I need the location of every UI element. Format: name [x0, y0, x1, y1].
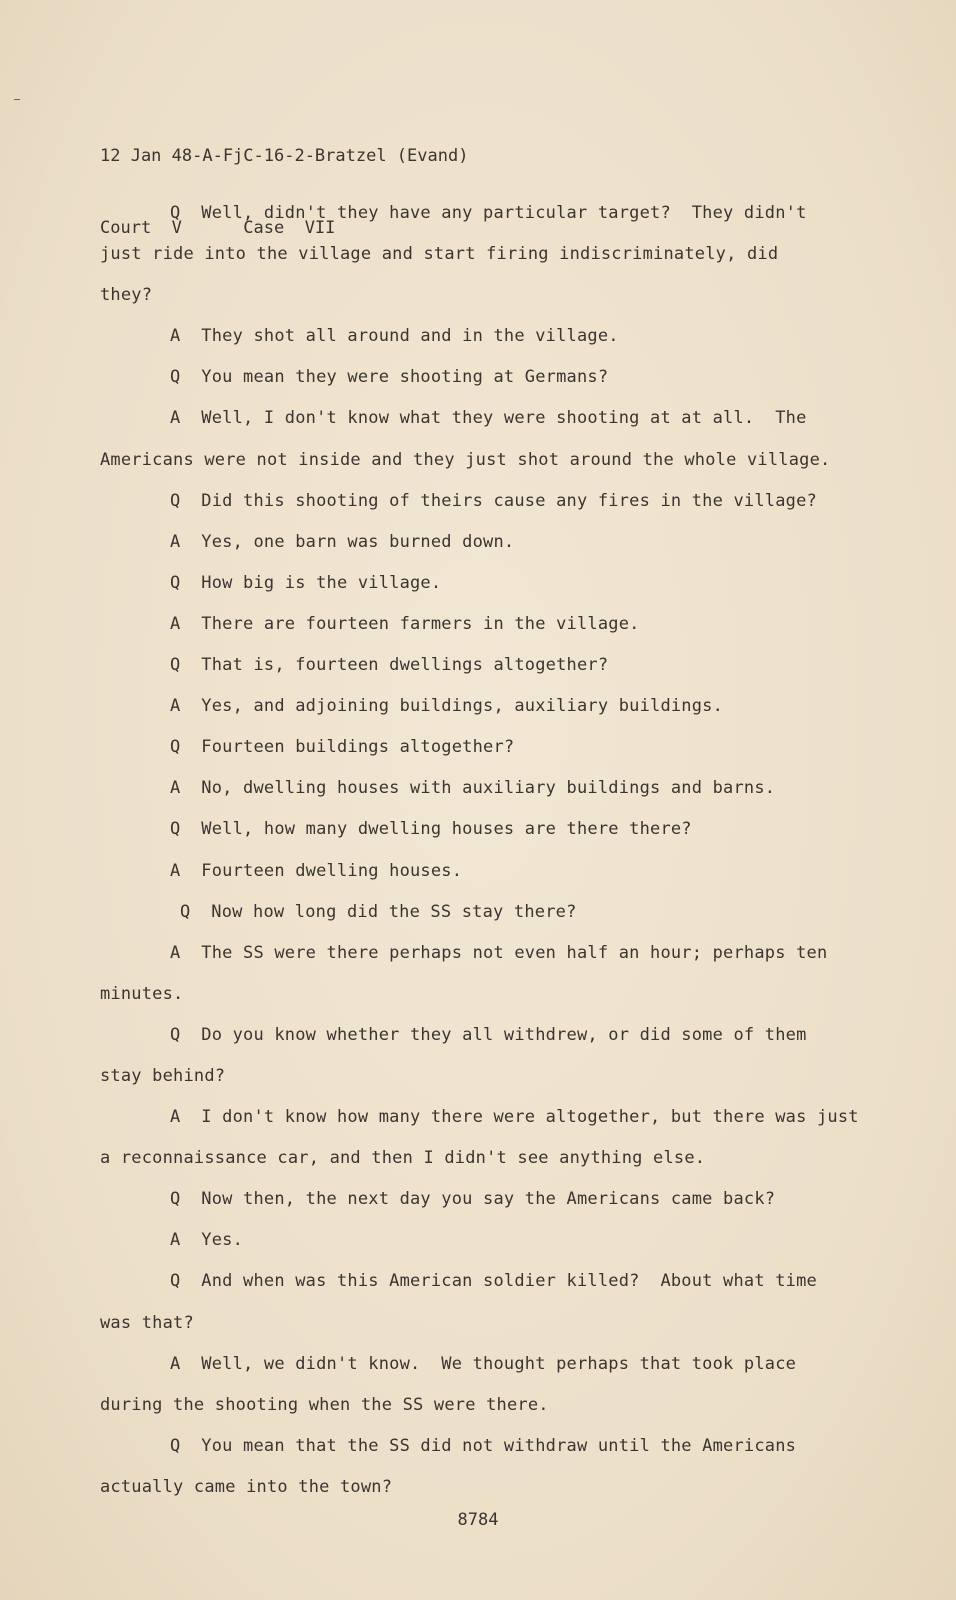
transcript-line: Q Now then, the next day you say the Americans came back? [170, 1189, 776, 1210]
transcript-line: a reconnaissance car, and then I didn't see anything else. [100, 1148, 706, 1169]
transcript-line: A Yes. [170, 1230, 244, 1251]
transcript-line: Q Now how long did the SS stay there? [180, 901, 577, 922]
transcript-body [100, 193, 860, 1508]
transcript-line: A They shot all around and in the village. [170, 326, 619, 347]
transcript-line: Q That is, fourteen dwellings altogether? [170, 655, 609, 676]
transcript-line: Q You mean that the SS did not withdraw until the Americans [170, 1435, 797, 1456]
transcript-line: Q Fourteen buildings altogether? [170, 737, 515, 758]
transcript-line: A There are fourteen farmers in the village. [170, 613, 640, 634]
header-case-line: 12 Jan 48-A-FjC-16-2-Bratzel (Evand) [100, 146, 469, 166]
transcript-line: they? [100, 285, 153, 306]
transcript-line: Q You mean they were shooting at Germans? [170, 367, 609, 388]
transcript-line: Q And when was this American soldier killed? About what time [170, 1271, 817, 1292]
transcript-line: A Yes, and adjoining buildings, auxiliary buildings. [170, 696, 724, 717]
transcript-line: minutes. [100, 983, 184, 1004]
transcript-line: A Well, we didn't know. We thought perhaps that took place [170, 1353, 797, 1374]
transcript-line: A Yes, one barn was burned down. [170, 531, 515, 552]
header-court-line: Court V Case VII [100, 218, 336, 238]
transcript-line: Q Well, how many dwelling houses are there there? [170, 819, 692, 840]
transcript-line: stay behind? [100, 1065, 226, 1086]
transcript-line: A Fourteen dwelling houses. [170, 860, 463, 881]
transcript-line: A Well, I don't know what they were shooting at at all. The [170, 408, 807, 429]
transcript-line: actually came into the town? [100, 1476, 393, 1497]
transcript-line: just ride into the village and start firing indiscriminately, did [100, 244, 779, 265]
transcript-line: Q How big is the village. [170, 572, 442, 593]
transcript-line: A I don't know how many there were altogether, but there was just [170, 1107, 859, 1128]
transcript-line: was that? [100, 1312, 194, 1333]
transcript-line: Americans were not inside and they just shot around the whole village. [100, 449, 831, 470]
transcript-line: Q Did this shooting of theirs cause any fires in the village? [170, 490, 817, 511]
transcript-line: A The SS were there perhaps not even half an hour; perhaps ten [170, 942, 828, 963]
margin-mark [14, 99, 20, 100]
transcript-line: during the shooting when the SS were there. [100, 1394, 549, 1415]
transcript-line: A No, dwelling houses with auxiliary buildings and barns. [170, 778, 776, 799]
page-number: 8784 [457, 1510, 499, 1530]
transcript-line: Q Well, didn't they have any particular target? They didn't [170, 203, 807, 223]
transcript-line: Q Do you know whether they all withdrew, or did some of them [170, 1024, 807, 1045]
